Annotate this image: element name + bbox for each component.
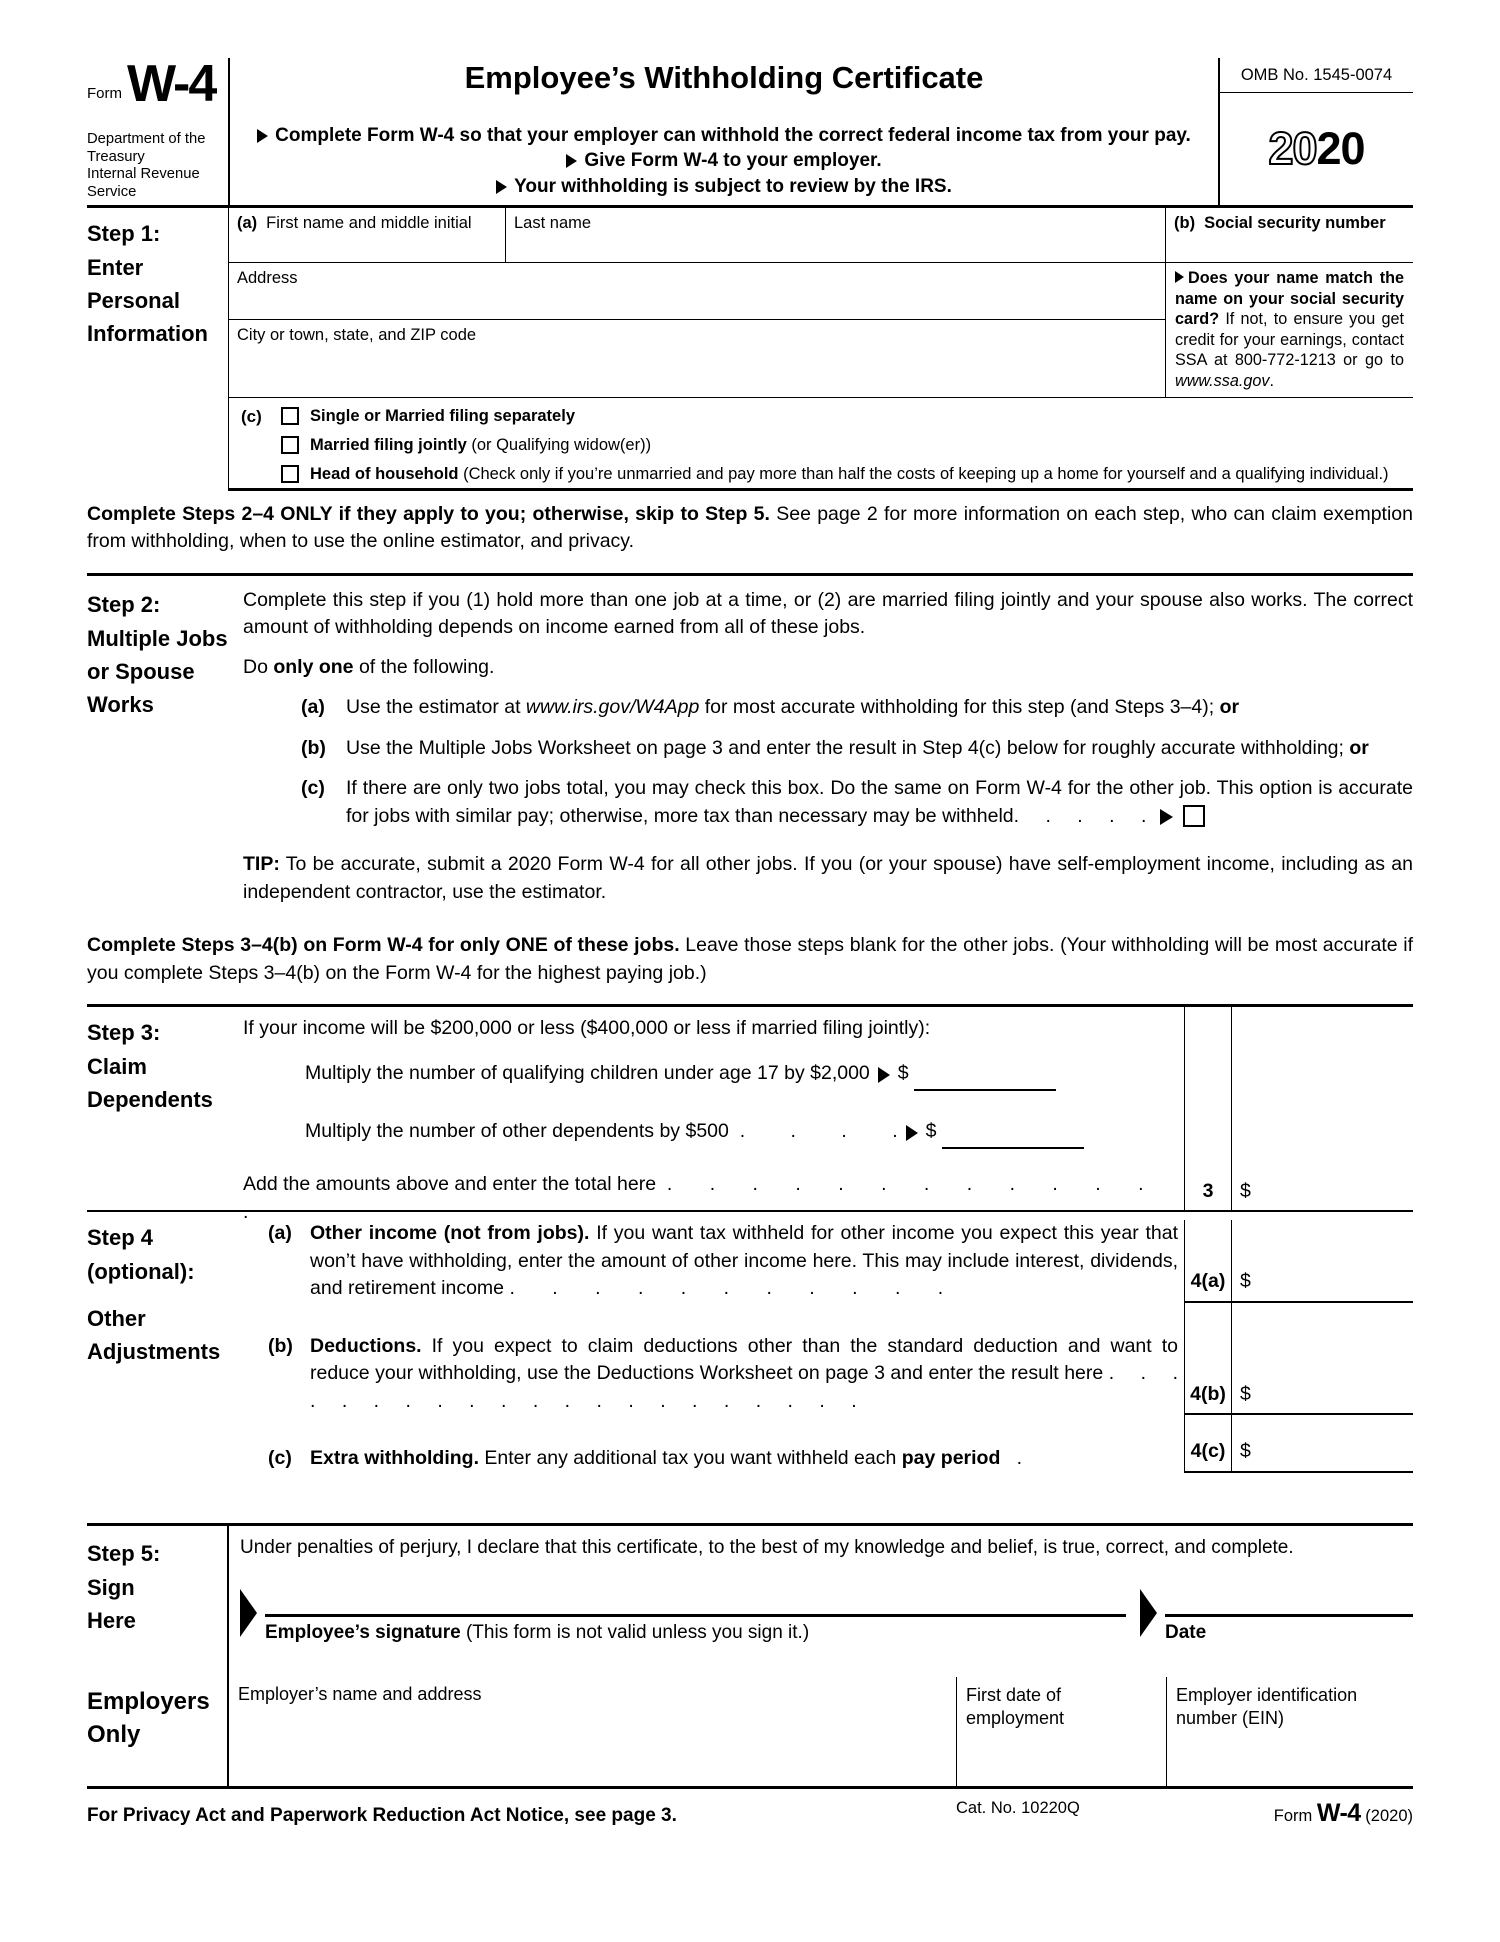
address-field[interactable]: [229, 263, 1165, 320]
title-block: [230, 58, 1220, 205]
instruction-text: Your withholding is subject to review by the IRS.: [514, 175, 952, 197]
b-bold: Deductions.: [310, 1334, 422, 1357]
c-bold-2: pay period: [901, 1447, 1001, 1470]
checkbox-two-jobs[interactable]: [1183, 805, 1205, 827]
qualifying-children-line: [243, 1044, 1184, 1102]
arrow-right-icon: [1160, 809, 1173, 825]
step1-title: Step 1:: [87, 221, 161, 246]
children-text: Multiply the number of qualifying children under age 17 by $2,000: [305, 1062, 870, 1085]
step1-fields: [228, 208, 1413, 491]
ein-label-line: Employer identification: [1176, 1684, 1358, 1705]
arrow-right-icon: [1175, 271, 1184, 283]
option-label-bold: Single or Married filing separately: [310, 406, 575, 425]
ssn-label: Social security number: [1204, 214, 1386, 232]
extra-withholding-content: [243, 1415, 1184, 1473]
step5-section: [87, 1523, 1413, 1677]
children-amount-writein[interactable]: [914, 1073, 1056, 1091]
step4-subtitle: (optional):: [87, 1259, 195, 1285]
tip-bold: TIP:: [243, 853, 280, 876]
line-4a-cells: [1184, 1220, 1413, 1303]
line-4a-amount-field[interactable]: [1231, 1220, 1413, 1301]
step5-body: [227, 1526, 1413, 1677]
agency-line-2: Internal Revenue Service: [87, 166, 200, 200]
step1-desc-line: Information: [87, 321, 208, 346]
step2-label: [87, 587, 243, 907]
step4-label: [87, 1212, 243, 1523]
employers-fields: [227, 1677, 1413, 1786]
header-instruction-2: [238, 148, 1210, 174]
year-bold-digits: 20: [1316, 123, 1365, 174]
header-instructions: [238, 123, 1210, 202]
deductions-row: [243, 1303, 1413, 1416]
first-date-employment-field[interactable]: [956, 1677, 1166, 1786]
filing-status-row: [229, 397, 1413, 491]
step3-label: [87, 1007, 243, 1210]
agency-line-1: Department of the Treasury: [87, 131, 206, 165]
steps-2-4-instructions: [87, 491, 1413, 576]
first-date-label-line: First date of: [966, 1684, 1062, 1705]
step3-ruling: [1184, 1007, 1413, 1044]
extra-withholding-row: [243, 1415, 1413, 1473]
a-bold: Other income (not from jobs).: [310, 1222, 590, 1245]
arrow-right-icon: [566, 154, 577, 168]
leader-dots: . . . . . . . . . . .: [509, 1277, 944, 1300]
step4-desc-line: Other: [87, 1306, 146, 1332]
city-label: City or town, state, and ZIP code: [237, 326, 477, 344]
other-dependents-row: [243, 1102, 1413, 1159]
other-income-row: [243, 1212, 1413, 1303]
step2-section: [87, 576, 1413, 907]
option-c-text: [346, 775, 1413, 830]
address-note-row: [229, 263, 1413, 397]
instruction-normal: See page 2 for more information on each step, who can claim exemption from withholding, when to use the online estimator, and privacy.: [87, 502, 1414, 553]
step5-label: [87, 1526, 227, 1677]
step2-tip: [243, 851, 1413, 906]
line-number-4c: 4(c): [1184, 1415, 1231, 1471]
step1-desc-line: Personal: [87, 288, 180, 313]
other-income-content: [243, 1220, 1184, 1303]
page-title: Employee’s Withholding Certificate: [464, 60, 984, 95]
form-number: [87, 55, 222, 113]
line-3-amount-field[interactable]: [1231, 1159, 1413, 1210]
line-number-4a: 4(a): [1184, 1220, 1231, 1301]
arrow-right-icon: [906, 1125, 918, 1141]
b-or: or: [1349, 736, 1369, 759]
filing-option-head-of-household: [281, 465, 1389, 494]
tip-text: To be accurate, submit a 2020 Form W-4 for all other jobs. If you (or your spouse) have self-employment income, including as an independent contractor, use the estimator.: [243, 853, 1413, 903]
step1-desc-line: Enter: [87, 255, 144, 280]
step5-desc-line: Sign: [87, 1574, 135, 1600]
instruction-text: Give Form W-4 to your employer.: [584, 150, 882, 171]
address-label: Address: [237, 269, 298, 287]
amount-cell: [1231, 1044, 1413, 1102]
arrow-right-icon: [878, 1067, 890, 1083]
signature-caption-normal: (This form is not valid unless you sign it.): [460, 1621, 810, 1643]
name-ssn-row: [229, 208, 1413, 263]
option-label-normal: (Check only if you’re unmarried and pay more than half the costs of keeping up a home for yourself and a qualifying individual.): [458, 464, 1389, 483]
step3-desc-line: Dependents: [87, 1087, 213, 1113]
form-name-w4: W-4: [127, 55, 216, 113]
signature-block: [265, 1589, 1126, 1644]
p2-post: of the following.: [353, 655, 495, 678]
omb-number: OMB No. 1545-0074: [1220, 58, 1413, 93]
step2-desc-line: or Spouse: [87, 658, 195, 684]
total-text: Add the amounts above and enter the total here: [243, 1173, 657, 1196]
option-label-bold: Head of household: [310, 464, 459, 483]
last-name-label: Last name: [514, 214, 592, 232]
city-state-zip-field[interactable]: [229, 320, 1165, 378]
step3-line3-cells: [1184, 1159, 1413, 1210]
filing-option-married-jointly: [281, 436, 1389, 465]
perjury-declaration: Under penalties of perjury, I declare that this certificate, to the best of my knowledge and belief, is true, correct, and complete.: [240, 1536, 1294, 1558]
line-number-cell: [1184, 1007, 1231, 1044]
form-footer-id: [1274, 1799, 1413, 1828]
option-c-tag: (c): [301, 777, 325, 800]
step4-section: [87, 1212, 1413, 1523]
employers-only-section: [87, 1677, 1413, 1789]
first-name-field[interactable]: [229, 208, 506, 262]
step5-desc-line: Here: [87, 1607, 136, 1633]
instruction-bold: Complete Steps 2–4 ONLY if they apply to you; otherwise, skip to Step 5.: [87, 502, 770, 525]
line-number-3: 3: [1184, 1159, 1231, 1210]
ssa-url-text: www.ssa.gov: [1175, 371, 1270, 390]
dependents-text: Multiply the number of other dependents by $500: [305, 1120, 729, 1143]
instruction-text: Complete Form W-4 so that your employer can withhold the correct federal income tax from your pay.: [275, 124, 1191, 146]
dollar-sign: $: [925, 1120, 937, 1143]
step3-title: Step 3:: [87, 1020, 161, 1046]
step4-title: Step 4: [87, 1225, 154, 1251]
total-line: [243, 1159, 1184, 1223]
arrow-right-icon: [240, 1589, 257, 1637]
arrow-right-icon: [496, 180, 507, 194]
ein-label-line: number (EIN): [1176, 1707, 1285, 1728]
step4-body: [243, 1212, 1413, 1523]
c-text: Enter any additional tax you want withheld each: [479, 1447, 902, 1470]
form-word: Form: [87, 84, 122, 102]
a-post: for most accurate withholding for this step (and Steps 3–4);: [699, 696, 1220, 719]
employers-label-line: Only: [87, 1720, 141, 1748]
p2-bold: only one: [273, 655, 354, 678]
employer-name-address-label: Employer’s name and address: [238, 1683, 482, 1704]
option-label-normal: (or Qualifying widow(er)): [466, 435, 652, 454]
date-caption: Date: [1165, 1621, 1207, 1643]
header-instruction-3: [238, 174, 1210, 200]
leader-dots: . . . . . . . . . . . . . . . . . . . . .: [310, 1362, 1178, 1412]
date-block: [1165, 1589, 1413, 1644]
line-number-cell: [1184, 1044, 1231, 1102]
option-label-bold: Married filing jointly: [310, 435, 467, 454]
line-4b-cells: [1184, 1303, 1413, 1416]
step3-body: [243, 1007, 1413, 1223]
leader-dots: . . . . .: [1013, 804, 1147, 827]
step3-intro-row: [243, 1007, 1413, 1044]
ssn-field[interactable]: [1165, 208, 1413, 262]
amount-cell: [1231, 1102, 1413, 1159]
form-footer: [87, 1799, 1413, 1828]
step2-option-c: [301, 775, 1413, 830]
line-4c-cells: [1184, 1415, 1413, 1473]
checkbox-married-filing-jointly[interactable]: [281, 436, 299, 454]
field-tag-a: (a): [237, 214, 258, 232]
leader-dots: . . . .: [739, 1120, 898, 1143]
step2-paragraph-2: [243, 654, 1413, 682]
privacy-act-notice: For Privacy Act and Paperwork Reduction Act Notice, see page 3.: [87, 1804, 677, 1826]
a-or: or: [1219, 696, 1240, 719]
filing-status-options: [281, 407, 1389, 488]
step2-option-b: [301, 735, 1413, 763]
employers-only-label: [87, 1677, 227, 1786]
employers-label-line: Employers: [87, 1687, 210, 1715]
step3-ruling: [1184, 1044, 1413, 1102]
option-b-tag: (b): [301, 736, 326, 759]
dollar-sign: $: [1240, 1382, 1251, 1405]
option-a-tag: (a): [301, 696, 325, 719]
line-4c-amount-field[interactable]: [1231, 1415, 1413, 1471]
deductions-content: [243, 1303, 1184, 1416]
item-c-tag: (c): [268, 1447, 292, 1470]
year-outline-digits: 20: [1268, 123, 1317, 174]
step2-paragraph-1: Complete this step if you (1) hold more than one job at a time, or (2) are married filing jointly and your spouse also works. The correct amount of withholding depends on income earned from all of these jobs.: [243, 588, 1413, 639]
step2-title: Step 2:: [87, 591, 161, 617]
agency-block: [87, 131, 222, 201]
a-pre: Use the estimator at: [346, 696, 526, 719]
line-number-4b: 4(b): [1184, 1303, 1231, 1414]
tax-year: [1220, 93, 1413, 205]
arrow-right-icon: [1140, 1589, 1157, 1637]
form-header: [87, 55, 1413, 208]
step1-label: [87, 208, 228, 491]
dollar-sign: $: [1240, 1179, 1251, 1202]
form-id-block: [87, 55, 230, 205]
first-name-label: First name and middle initial: [266, 214, 472, 232]
signature-caption: [265, 1622, 1126, 1644]
step5-title: Step 5:: [87, 1540, 161, 1566]
arrow-right-icon: [257, 129, 268, 143]
dollar-sign: $: [1240, 1440, 1251, 1463]
total-dependents-row: [243, 1159, 1413, 1223]
other-dependents-line: [243, 1102, 1184, 1159]
c-text: If there are only two jobs total, you may check this box. Do the same on Form W-4 for the other job. This option is accurate for jobs with similar pay; otherwise, more tax than necessary may be withheld: [346, 777, 1413, 827]
item-a-tag: (a): [268, 1222, 292, 1245]
a-text: If you want tax withheld for other income you expect this year that won’t have withholding, enter the amount of other income here. This may include interest, dividends, and retirement income: [310, 1222, 1178, 1300]
step4-item-c: [268, 1445, 1178, 1473]
signature-caption-bold: Employee’s signature: [265, 1621, 461, 1643]
dollar-sign: $: [897, 1062, 909, 1085]
field-tag-b: (b): [1174, 214, 1196, 232]
item-b-tag: (b): [268, 1334, 293, 1357]
b-text: If you expect to claim deductions other than the standard deduction and want to reduce your withholding, use the Deductions Worksheet on page 3 and enter the result here: [310, 1334, 1178, 1385]
line-number-cell: [1184, 1102, 1231, 1159]
step2-body: [243, 587, 1413, 907]
note-period: .: [1269, 371, 1274, 390]
dependents-amount-writein[interactable]: [942, 1131, 1084, 1149]
c-bold: Extra withholding.: [310, 1447, 479, 1470]
footer-form-year: (2020): [1365, 1806, 1413, 1825]
header-instruction-1: [238, 123, 1210, 149]
step3-intro-text: If your income will be $200,000 or less ($400,000 or less if married filing jointly):: [243, 1017, 931, 1040]
step3-desc-line: Claim: [87, 1054, 147, 1080]
ein-field[interactable]: [1166, 1677, 1413, 1786]
omb-year-block: [1220, 58, 1413, 205]
qualifying-children-row: [243, 1044, 1413, 1102]
amount-cell: [1231, 1007, 1413, 1044]
employee-signature-field[interactable]: [265, 1589, 1126, 1617]
step1-section: [87, 208, 1413, 491]
checkbox-head-of-household[interactable]: [281, 465, 299, 483]
step2-desc-line: Works: [87, 691, 154, 717]
estimator-url-text: www.irs.gov/W4App: [525, 696, 700, 719]
employer-name-address-field[interactable]: [229, 1677, 956, 1786]
field-tag-c: (c): [241, 406, 262, 426]
first-date-label-line: employment: [966, 1707, 1065, 1728]
signature-row: [240, 1589, 1413, 1644]
catalog-number: Cat. No. 10220Q: [956, 1798, 1080, 1817]
dollar-sign: $: [1240, 1270, 1251, 1293]
step3-ruling: [1184, 1102, 1413, 1159]
ssa-name-match-note: [1165, 263, 1413, 397]
last-name-field[interactable]: [506, 208, 1165, 262]
address-city-column: [229, 263, 1165, 397]
filing-option-single: [281, 407, 1389, 436]
item-c-text: [310, 1445, 1178, 1473]
b-text: Use the Multiple Jobs Worksheet on page 3 and enter the result in Step 4(c) below for roughly accurate withholding;: [346, 736, 1350, 759]
step3-section: [87, 1007, 1413, 1223]
instruction-normal: Leave those steps blank for the other jobs. (Your withholding will be most accurate if you complete Steps 3–4(b) on the Form W-4 for the highest paying job.): [87, 934, 1413, 984]
leader-dots: . . . . . . . . . . . . .: [243, 1173, 1144, 1223]
note-body-text: If not, to ensure you get credit for your earnings, contact SSA at 800-772-1213 or go to: [1175, 310, 1404, 370]
item-b-text: [310, 1333, 1178, 1416]
item-a-text: [310, 1220, 1178, 1303]
checkbox-single-or-married-separately[interactable]: [281, 407, 299, 425]
step4-desc-line: Adjustments: [87, 1339, 221, 1365]
step4-item-b: [268, 1333, 1178, 1416]
step4-item-a: [268, 1220, 1178, 1303]
note-bold-text: Does your name match the name on your social security card?: [1175, 269, 1404, 329]
p2-pre: Do: [243, 655, 274, 678]
instruction-bold: Complete Steps 3–4(b) on Form W-4 for only ONE of these jobs.: [87, 934, 680, 957]
steps-3-4b-instructions: [87, 906, 1413, 1007]
step4-spacer-row: [243, 1473, 1413, 1523]
step2-option-a: [301, 694, 1413, 722]
footer-form-name: W-4: [1316, 1798, 1361, 1827]
option-b-text: [346, 735, 1413, 763]
step2-desc-line: Multiple Jobs: [87, 625, 228, 651]
leader-dots: .: [1016, 1447, 1023, 1470]
date-field[interactable]: [1165, 1589, 1413, 1617]
line-4b-amount-field[interactable]: [1231, 1303, 1413, 1414]
footer-form-word: Form: [1273, 1806, 1313, 1825]
option-a-text: [346, 694, 1413, 722]
